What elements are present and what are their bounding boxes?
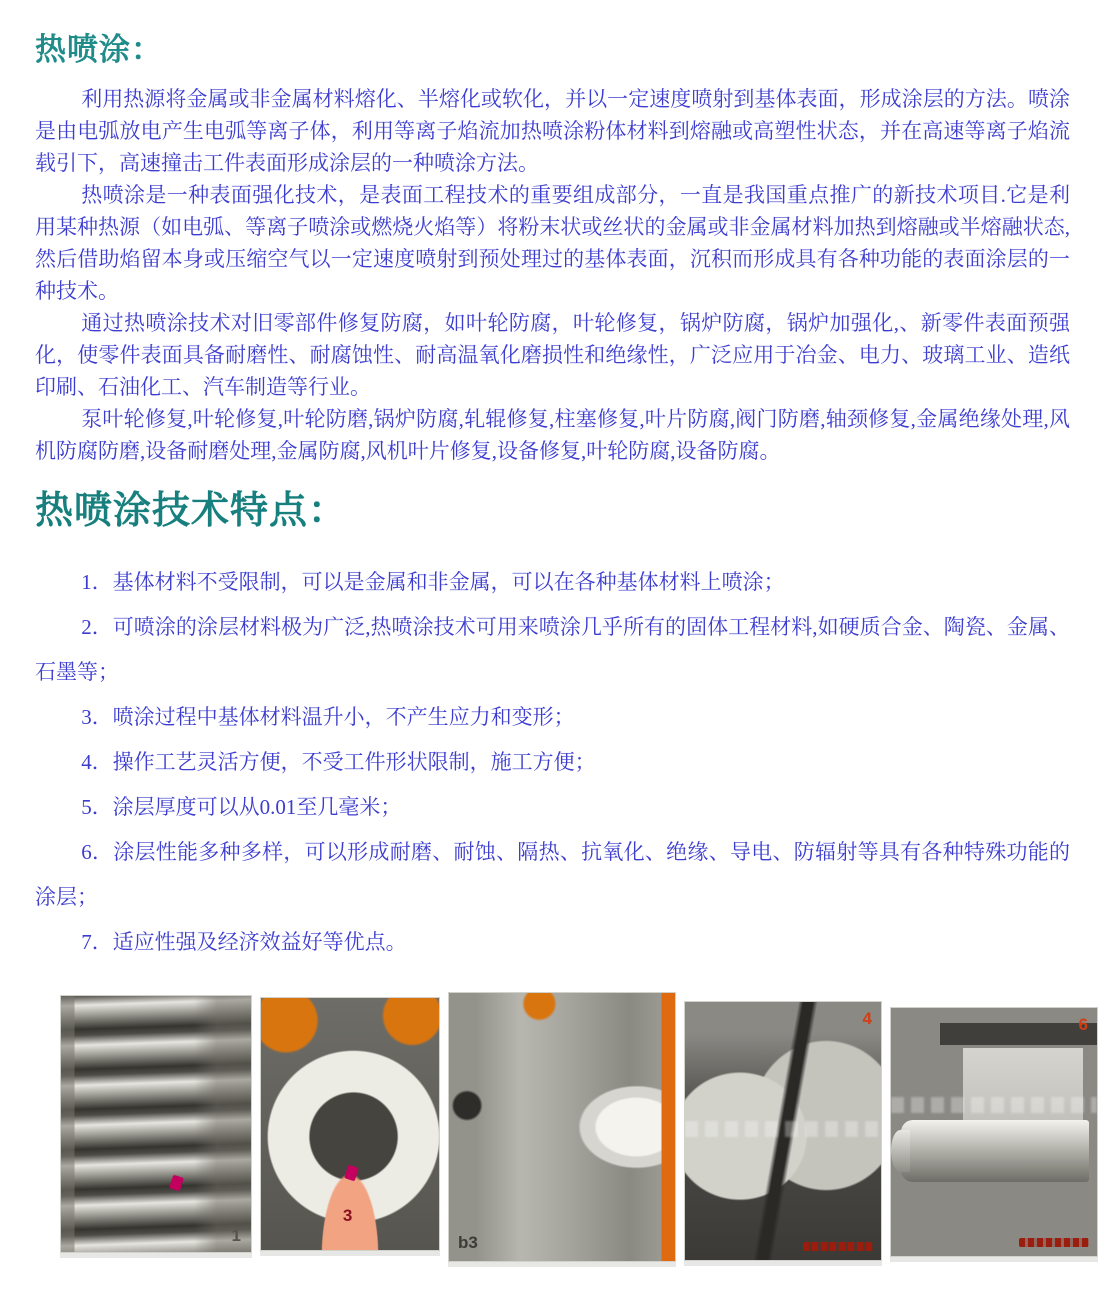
red-watermark [1019, 1238, 1089, 1247]
impeller-blades-photo [684, 1001, 882, 1261]
features-list [35, 560, 1070, 965]
section-title: 热喷涂技术特点： [35, 490, 348, 532]
machine-beam [940, 1023, 1097, 1045]
feature-item: 2．可喷涂的涂层材料极为广泛,热喷涂技术可用来喷涂几乎所有的固体工程材料,如硬质合金、陶瓷、金属、石墨等； [35, 615, 1070, 684]
body-paragraph: 热喷涂是一种表面强化技术，是表面工程技术的重要组成部分，一直是我国重点推广的新技术项目.它是利用某种热源（如电弧、等离子喷涂或燃烧火焰等）将粉末状或丝状的金属或非金属材料加热到熔融或半熔融状态,然后借助焰留本身或压缩空气以一定速度喷射到预处理过的基体表面，沉积而形成具有各种功能的表面涂层的一种技术。 [35, 183, 1070, 303]
body-paragraph: 通过热喷涂技术对旧零部件修复防腐，如叶轮防腐，叶轮修复，锅炉防腐，锅炉加强化,、新零件表面预强化，使零件表面具备耐磨性、耐腐蚀性、耐高温氧化磨损性和绝缘性，广泛应用于冶金、电力、玻璃工业、造纸印刷、石油化工、汽车制造等行业。 [35, 311, 1070, 399]
feature-item: 6．涂层性能多种多样，可以形成耐磨、耐蚀、隔热、抗氧化、绝缘、导电、防辐射等具有各种特殊功能的涂层； [35, 840, 1070, 909]
feature-item: 5．涂层厚度可以从0.01至几毫米； [81, 795, 402, 819]
watermark-band [685, 1121, 881, 1137]
white-ceramic-ring-photo [260, 997, 440, 1251]
body-paragraph: 利用热源将金属或非金属材料熔化、半熔化或软化，并以一定速度喷射到基体表面，形成涂层的方法。喷涂是由电弧放电产生电弧等离子体，利用等离子焰流加热喷涂粉体材料到熔融或高塑性状态，并在高速等离子焰流载引下，高速撞击工件表面形成涂层的一种喷涂方法。 [35, 87, 1070, 175]
photo-number-badge: 1 [231, 1226, 241, 1245]
feature-item: 3．喷涂过程中基体材料温升小，不产生应力和变形； [81, 705, 575, 729]
photo-number-badge: 4 [862, 1009, 872, 1028]
shaft-nose [891, 1130, 910, 1172]
photo-number-badge: 6 [1078, 1015, 1088, 1034]
red-marker-icon [169, 1175, 184, 1192]
body-paragraph: 泵叶轮修复,叶轮修复,叶轮防磨,锅炉防腐,轧辊修复,柱塞修复,叶片防腐,阀门防磨,轴颈修复,金属绝缘处理,风机防腐防磨,设备耐磨处理,金属防腐,风机叶片修复,设备修复,叶轮防腐,设备防腐。 [35, 407, 1070, 463]
repaired-shaft-machine-photo [890, 1007, 1098, 1257]
page-title: 热喷涂： [35, 32, 163, 67]
feature-item: 7．适应性强及经济效益好等优点。 [81, 930, 407, 954]
intro-section [35, 83, 1070, 467]
watermark-band [891, 1097, 1097, 1113]
photo-gallery [35, 995, 1088, 1262]
feature-item: 1．基体材料不受限制，可以是金属和非金属，可以在各种基体材料上喷涂； [81, 570, 785, 594]
red-marker-icon [345, 1165, 360, 1182]
coated-roller-flange-photo [448, 992, 676, 1262]
metal-shaft [901, 1120, 1088, 1182]
photo-number-badge: b3 [458, 1233, 478, 1252]
stacked-metal-shafts-photo [60, 995, 252, 1253]
feature-item: 4．操作工艺灵活方便，不受工件形状限制，施工方便； [81, 750, 596, 774]
red-watermark [803, 1242, 873, 1251]
photo-number-badge: 3 [342, 1206, 353, 1225]
